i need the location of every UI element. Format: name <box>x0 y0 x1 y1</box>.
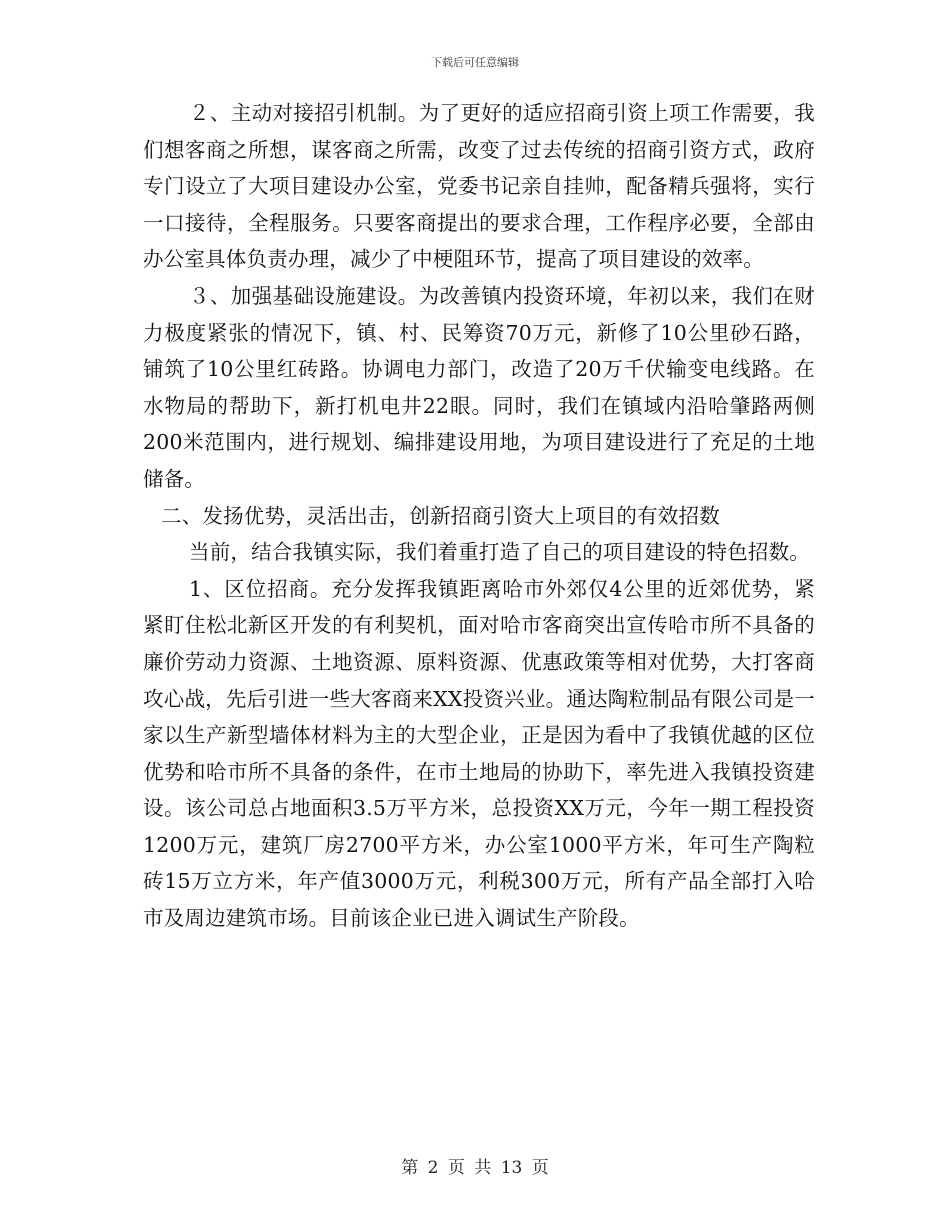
page-header-note: 下载后可任意编辑 <box>431 56 519 69</box>
paragraph-intro-strategies: 当前，结合我镇实际，我们着重打造了自己的项目建设的特色招数。 <box>189 540 810 565</box>
paragraph-infrastructure: ３、加强基础设施建设。为改善镇内投资环境，年初以来，我们在财力极度紧张的情况下，镇、村、民筹资70万元，新修了10公里砂石路，铺筑了10公里红砖路。协调电力部门，改造了20万千伏输变电线路。在水物局的帮助下，新打机电井22眼。同时，我们在镇域内沿哈肇路两侧200米范围内，进行规划、编排建设用地，为项目建设进行了充足的土地储备。 <box>143 283 815 491</box>
page-number: 第 2 页 共 13 页 <box>401 1158 549 1178</box>
paragraph-location-investment: 1、区位招商。充分发挥我镇距离哈市外郊仅4公里的近郊优势，紧紧盯住松北新区开发的有利契机，面对哈市客商突出宣传哈市所不具备的廉价劳动力资源、土地资源、原料资源、优惠政策等相对优势，大打客商攻心战，先后引进一些大客商来XX投资兴业。通达陶粒制品有限公司是一家以生产新型墙体材料为主的大型企业，正是因为看中了我镇优越的区位优势和哈市所不具备的条件，在市土地局的协助下，率先进入我镇投资建设。该公司总占地面积3.5万平方米，总投资XX万元，今年一期工程投资1200万元，建筑厂房2700平方米，办公室1000平方米，年可生产陶粒砖15万立方米，年产值3000万元，利税300万元，所有产品全部打入哈市及周边建筑市场。目前该企业已进入调试生产阶段。 <box>143 576 815 931</box>
document-body <box>143 95 815 937</box>
paragraph-docking-mechanism: ２、主动对接招引机制。为了更好的适应招商引资上项工作需要，我们想客商之所想，谋客商之所需，改变了过去传统的招商引资方式，政府专门设立了大项目建设办公室，党委书记亲自挂帅，配备精兵强将，实行一口接待，全程服务。只要客商提出的要求合理，工作程序必要，全部由办公室具体负责办理，减少了中梗阻环节，提高了项目建设的效率。 <box>143 101 815 272</box>
section-heading-advantages: 二、发扬优势，灵活出击，创新招商引资大上项目的有效招数 <box>161 503 720 528</box>
